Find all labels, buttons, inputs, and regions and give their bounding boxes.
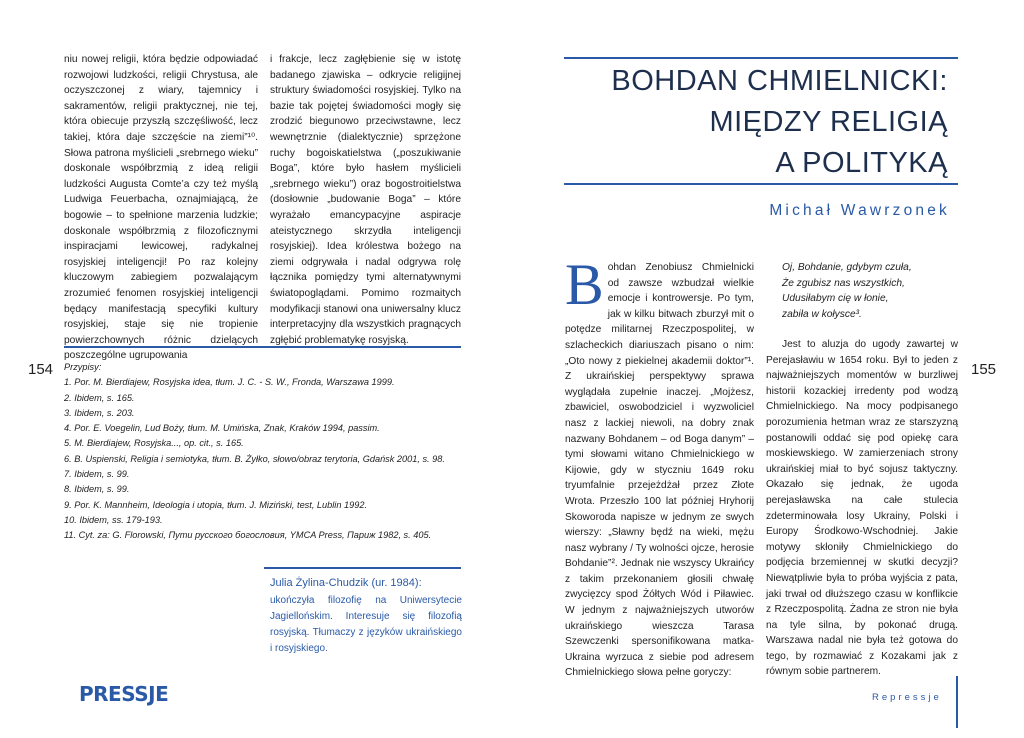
title-line-3: A POLITYKĄ [775, 147, 948, 179]
left-column-1 [64, 52, 258, 364]
poem-line: zabiła w kołysce³. [782, 308, 862, 320]
footer-vertical-rule [956, 676, 958, 728]
footnote-item: 3. Ibidem, s. 203. [64, 407, 135, 418]
footnote-item: 5. M. Bierdiajew, Rosyjska..., op. cit., s. 165. [64, 438, 244, 449]
footnote-item: 4. Por. E. Voegelin, Lud Boży, tłum. M. Umińska, Znak, Kraków 1994, passim. [64, 423, 380, 434]
right-column-1 [565, 252, 754, 681]
page-number-right: 155 [971, 361, 997, 378]
bio-text: ukończyła filozofię na Uniwersytecie Jagiellońskim. Interesuje się filozofią rosyjską. Tłumaczy z języków ukraińskiego i rosyjskiego. [270, 595, 462, 654]
right-column-1-text: ohdan Zenobiusz Chmielnicki od zawsze wzbudzał wielkie emocje i kontrowersje. Po tym, jak w kilku bitwach zburzył mit o potędze militarnej Rzeczpospolitej, w szlacheckich diariuszach pisano o nim: „Oto nowy z piekielnej akademii doktor”¹. Z ukraińskiej perspektywy sprawa wyglądała zupełnie inaczej. „Mojżesz, zbawiciel, oswobodziciel i wyzwoliciel nasz z lackiej niewoli, na dobry znak nazwany Bohdanem – od Boga danym” – tymi słowami witano Chmielnickiego w Kijowie, gdy w styczniu 1649 roku tryumfalnie przejeżdżał przez Złote Wrota. Przeszło 100 lat później Hryhorij Skoworoda napisze w jednym ze swych wierszy: „Sławny będź na wieki, mężu nasz wybrany / Ty wolności ojcze, herosie Bohdanie”². Jednak nie wszyscy Ukraińcy z takim przekonaniem głosili chwałę zwycięzcy spod Żółtych Wód i Piławiec. W jednym z najważniejszych utworów ukraińskiego wieszcza Tarasa Szewczenki spersonifikowana matka-Ukraina wyrzuca z siebie pod adresem Chmielnickiego słowa pełne goryczy: [565, 262, 754, 679]
footnote-item: 11. Cyt. za: G. Florowski, Пути русского богословия, YMCA Press, Париж 1982, s. 405. [64, 530, 432, 541]
footnotes-divider [64, 346, 461, 348]
running-footer: Repressje [872, 692, 942, 703]
title-bottom-rule [564, 183, 958, 185]
poem-line: Że zgubisz nas wszystkich, [782, 277, 905, 289]
article-author: Michał Wawrzonek [769, 202, 950, 219]
footnote-item: 6. B. Uspienski, Religia i semiotyka, tłum. B. Żyłko, słowo/obraz terytoria, Gdańsk 2001, s. 98. [64, 453, 445, 464]
page-number-left: 154 [28, 361, 54, 378]
footnotes [64, 360, 464, 544]
left-column-1-text: niu nowej religii, która będzie odpowiadać rozwojowi ludzkości, religii Chrystusa, ale oczyszczonej z wiary, tajemnicy i sakramentów, religii praktycznej, nie tej, która obiecuje przyszłą szczęśliwość, lecz takiej, która daje szczęście na ziemi”¹⁰. Słowa patrona myślicieli „srebrnego wieku” doskonale współbrzmią z ideą religii ludzkości Augusta Comte’a czy też myślą Ludwiga Feuerbacha, oznajmiającą, że bogowie – to spełnione marzenia ludzkie; doskonale współbrzmią z filozoficznymi inspiracjami lewicowej, radykalnej rosyjskiej inteligencji! Po raz kolejny kluczowym zabiegiem pozwalającym zrozumieć fenomen rosyjskiej inteligencji będący manifestacją specyfiki kultury rosyjskiej, staje się nie tropienie powierzchownych różnic dzielących poszczególne ugrupowania [64, 54, 258, 362]
footnote-item: 9. Por. K. Mannheim, Ideologia i utopia, tłum. J. Miziński, test, Lublin 1992. [64, 499, 367, 510]
title-line-1: BOHDAN CHMIELNICKI: [611, 65, 948, 97]
footnote-item: 8. Ibidem, s. 99. [64, 484, 130, 495]
bio-divider [264, 567, 461, 569]
poem-line: Udusiłabym cię w łonie, [782, 293, 889, 305]
footnote-item: 7. Ibidem, s. 99. [64, 469, 130, 480]
right-column-2-text: Jest to aluzja do ugody zawartej w Perejasławiu w 1654 roku. Był to jeden z najważniejszych momentów w burzliwej historii kozackiej irredenty pod wodzą Chmielnickiego. Na mocy podpisanego porozumienia hetman wraz ze starszyzną postanowili oddać się pod opiekę cara moskiewskiego. W zamierzeniach strony ukraińskiej miał to być sojusz taktyczny. Okazało się jednak, że ugoda perejasławska na całe stulecia zdeterminowała losy Ukrainy, Polski i Europy Środkowo-Wschodniej. Jakie motywy skłoniły Chmielnickiego do podjęcia brzemiennej w skutki decyzji? Niewątpliwie była to próba wyjścia z pata, jaki trwał od dłuższego czasu w konflikcie z Rzeczpospolitą. Żadna ze stron nie była na tyle silna, by pokonać drugą. Warszawa nadal nie była też gotowa do tego, by rozmawiać z Kozakami jak z równym sobie partnerem. [766, 339, 958, 678]
author-bio [270, 576, 462, 657]
right-column-2 [766, 337, 958, 680]
poem-quote [782, 260, 958, 322]
left-column-2 [270, 52, 461, 348]
title-line-2: MIĘDZY RELIGIĄ [709, 106, 948, 138]
footnote-item: 10. Ibidem, ss. 179-193. [64, 514, 163, 525]
footnote-item: 2. Ibidem, s. 165. [64, 392, 135, 403]
footnotes-title: Przypisy: [64, 362, 102, 372]
pressje-logo: PRESSJE [79, 682, 169, 706]
left-column-2-text: i frakcje, lecz zagłębienie się w istotę badanego zjawiska – odkrycie religijnej struktury świadomości rosyjskiej. Tylko na bazie tak pojętej świadomości mogły się zrodzić biegunowo przeciwstawne, lecz wewnętrznie (dialektycznie) sprzężone ruchy bogoiskatielstwa („poszukiwanie Boga”, które było hasłem myślicieli „srebrnego wieku”) oraz bogostroitielstwa (dosłownie „budowanie Boga” – które wyrażało emancypacyjne aspiracje ateistycznego skrzydła inteligencji rosyjskiej). Idea królestwa bożego na ziemi odgrywała i nadal odgrywa rolę łącznika pomiędzy tymi alternatywnymi światopoglądami. Pomimo rozmaitych modyfikacji stanowi ona uniwersalny klucz interpretacyjny dla wszystkich pragnących zgłębić problematykę rosyjską. [270, 54, 461, 346]
footnote-item: 1. Por. M. Bierdiajew, Rosyjska idea, tłum. J. C. - S. W., Fronda, Warszawa 1999. [64, 377, 395, 388]
drop-cap: B [565, 252, 604, 317]
title-top-rule [564, 57, 958, 59]
poem-line: Oj, Bohdanie, gdybym czuła, [782, 262, 912, 273]
article-title [564, 61, 948, 184]
bio-name: Julia Żylina-Chudzik (ur. 1984): [270, 577, 422, 589]
